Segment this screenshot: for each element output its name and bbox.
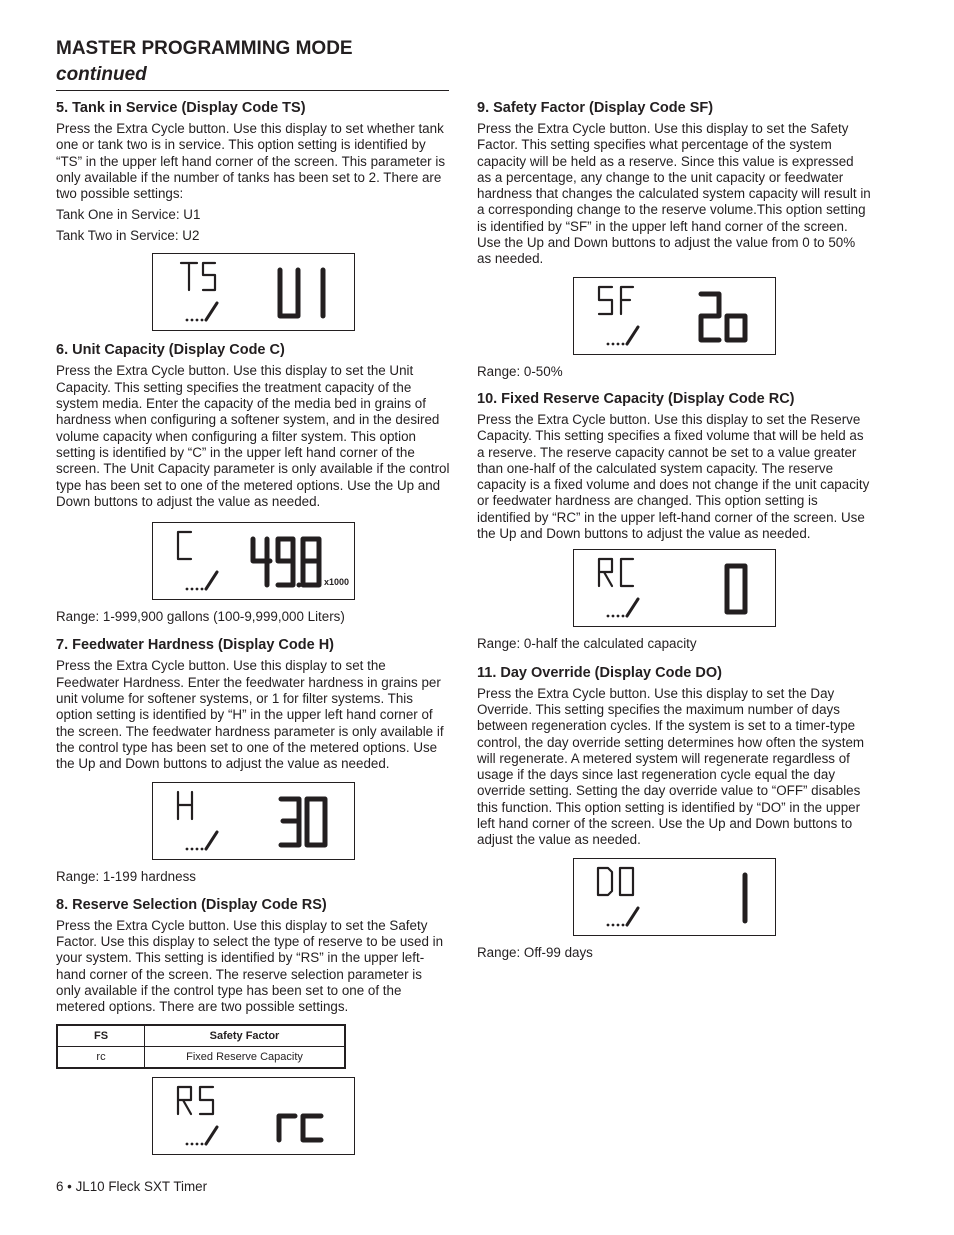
lcd-code-do: [598, 868, 633, 895]
lcd-value-30: [281, 799, 325, 845]
lcd-code-rs: [178, 1087, 213, 1114]
section-heading: 5. Tank in Service (Display Code TS): [56, 100, 306, 116]
lcd-display-do: [573, 858, 776, 936]
table-cell: rc: [57, 1046, 145, 1068]
range-text: Range: 0-half the calculated capacity: [477, 636, 697, 652]
lcd-display-rs: [152, 1077, 355, 1155]
lcd-display-ts: [152, 253, 355, 331]
lcd-value-u1: [280, 270, 323, 316]
section-feedwater-hardness: [56, 637, 450, 884]
range-text: Range: Off-99 days: [477, 944, 593, 960]
range-text: Range: 0-50%: [477, 363, 563, 379]
section-unit-capacity: [56, 342, 450, 625]
section-body: Press the Extra Cycle button. Use this display to set the Feedwater Hardness. Enter the feedwater hardness in grains per unit volume for softener systems, or 1 for filter systems. This option setting is identified by “H” in the upper left hand corner of the screen. The feedwater hardness parameter is only available if the control type has been set to one of the metered options. Use the Up and Down buttons to adjust the value as needed.: [56, 658, 444, 772]
lcd-arrow-icon: [607, 327, 638, 345]
page-subtitle: continued: [56, 64, 147, 85]
table-header-row: [57, 1025, 345, 1047]
lcd-code-c: [178, 532, 191, 559]
right-column: [477, 100, 871, 961]
lcd-arrow-icon: [186, 572, 217, 590]
reserve-settings-table: [56, 1024, 346, 1069]
lcd-code-rc: [599, 559, 633, 586]
section-heading: 7. Feedwater Hardness (Display Code H): [56, 637, 334, 654]
setting-tank-one: Tank One in Service: U1: [56, 207, 201, 223]
setting-tank-two: Tank Two in Service: U2: [56, 228, 200, 244]
table-header-cell: Safety Factor: [145, 1025, 346, 1047]
lcd-value-rc: [279, 1116, 321, 1140]
section-body: Press the Extra Cycle button. Use this display to set the Safety Factor. This setting specifies what percentage of the system capacity will be held as a reserve. Since this value is expressed as a percentage, any change to the unit capacity or feedwater hardness that changes the calculated system capacity will result in a corresponding change to the reserve volume.This option setting is identified by “SF” in the upper left hand corner of the screen. Use the Up and Down buttons to adjust the value from 0 to 50% as needed.: [477, 121, 871, 267]
section-heading: 6. Unit Capacity (Display Code C): [56, 342, 285, 359]
page-footer: 6 • JL10 Fleck SXT Timer: [56, 1179, 208, 1194]
section-heading: 8. Reserve Selection (Display Code RS): [56, 896, 327, 913]
lcd-value-49-8: [253, 539, 319, 588]
lcd-arrow-icon: [607, 599, 638, 617]
lcd-arrow-icon: [186, 1127, 217, 1145]
section-fixed-reserve-capacity: [477, 391, 871, 653]
section-reserve-selection: [56, 897, 450, 1155]
section-body: Press the Extra Cycle button. Use this display to set the Day Override. This setting specifies the maximum number of days between regeneration cycles. If the system is set to a timer-type control, the day override setting determines how often the system will regenerate. A metered system will regenerate regardless of usage if the days since last regeneration cycle equal the day override setting. Setting the day override value to “OFF” disables this function. This option setting is identified by “DO” in the upper left hand corner of the screen. Use the Up and Down buttons to adjust the value as needed.: [477, 685, 865, 848]
section-tank-in-service: [56, 100, 450, 331]
lcd-display-h: [152, 782, 355, 860]
section-body: Press the Extra Cycle button. Use this display to set the Reserve Capacity. This setting specifies a fixed volume that will be held as a reserve. The reserve capacity cannot be set to a value greater than one-half of the calculated system capacity. The reserve capacity is a fixed volume and does not change if the unit capacity or feedwater hardness are changed. This option setting is identified by “RC” in the upper left-hand corner of the screen. Use the Up and Down buttons to adjust the value as needed.: [477, 411, 870, 542]
lcd-arrow-icon: [186, 303, 217, 321]
section-body: Press the Extra Cycle button. Use this display to set the Unit Capacity. This setting specifies the treatment capacity of the system media. Enter the capacity of the media bed in grains of hardness when configuring a softener system, and in the desired volume capacity when configuring a filter system. This option setting is identified by “C” in the upper left hand corner of the screen. The Unit Capacity parameter is only available if the control type has been set to one of the metered options. Use the Up and Down buttons to adjust the value as needed.: [56, 363, 450, 509]
section-heading: 9. Safety Factor (Display Code SF): [477, 100, 714, 116]
lcd-arrow-icon: [186, 832, 217, 850]
section-safety-factor: [477, 100, 871, 380]
section-body: Press the Extra Cycle button. Use this display to set the Safety Factor. Use this display to select the type of reserve to be used in your system. This setting is identified by “RS” in the upper left-hand corner of the screen. The reserve selection parameter is only available if the control type has been set to one of the metered options. There are two possible settings.: [56, 917, 444, 1015]
lcd-value-20: [701, 294, 745, 340]
table-cell: Fixed Reserve Capacity: [145, 1046, 346, 1068]
lcd-multiplier: x1000: [324, 577, 350, 588]
lcd-code-h: [178, 792, 192, 819]
table-row: [57, 1046, 345, 1068]
table-header-cell: FS: [57, 1025, 145, 1047]
left-column: [56, 100, 450, 1155]
lcd-display-sf: [573, 277, 776, 355]
section-heading: 11. Day Override (Display Code DO): [477, 664, 722, 681]
lcd-display-c: [152, 522, 355, 600]
lcd-value-0: [727, 566, 745, 612]
section-heading: 10. Fixed Reserve Capacity (Display Code RC): [477, 390, 795, 407]
page-header: [56, 37, 449, 91]
section-body: Press the Extra Cycle button. Use this display to set whether tank one or tank two is in service. This option setting is identified by “TS” in the upper left hand corner of the screen. This parameter is only available if the number of tanks has been set to 2. There are two possible settings:: [56, 121, 446, 202]
section-day-override: [477, 665, 871, 961]
range-text: Range: 1-199 hardness: [56, 868, 196, 884]
page-title: MASTER PROGRAMMING MODE: [56, 38, 353, 59]
lcd-code-ts: [181, 263, 215, 290]
lcd-arrow-icon: [607, 908, 638, 926]
lcd-display-rc: [573, 549, 776, 627]
lcd-code-sf: [599, 287, 633, 314]
range-text: Range: 1-999,900 gallons (100-9,999,000 Liters): [56, 609, 345, 625]
